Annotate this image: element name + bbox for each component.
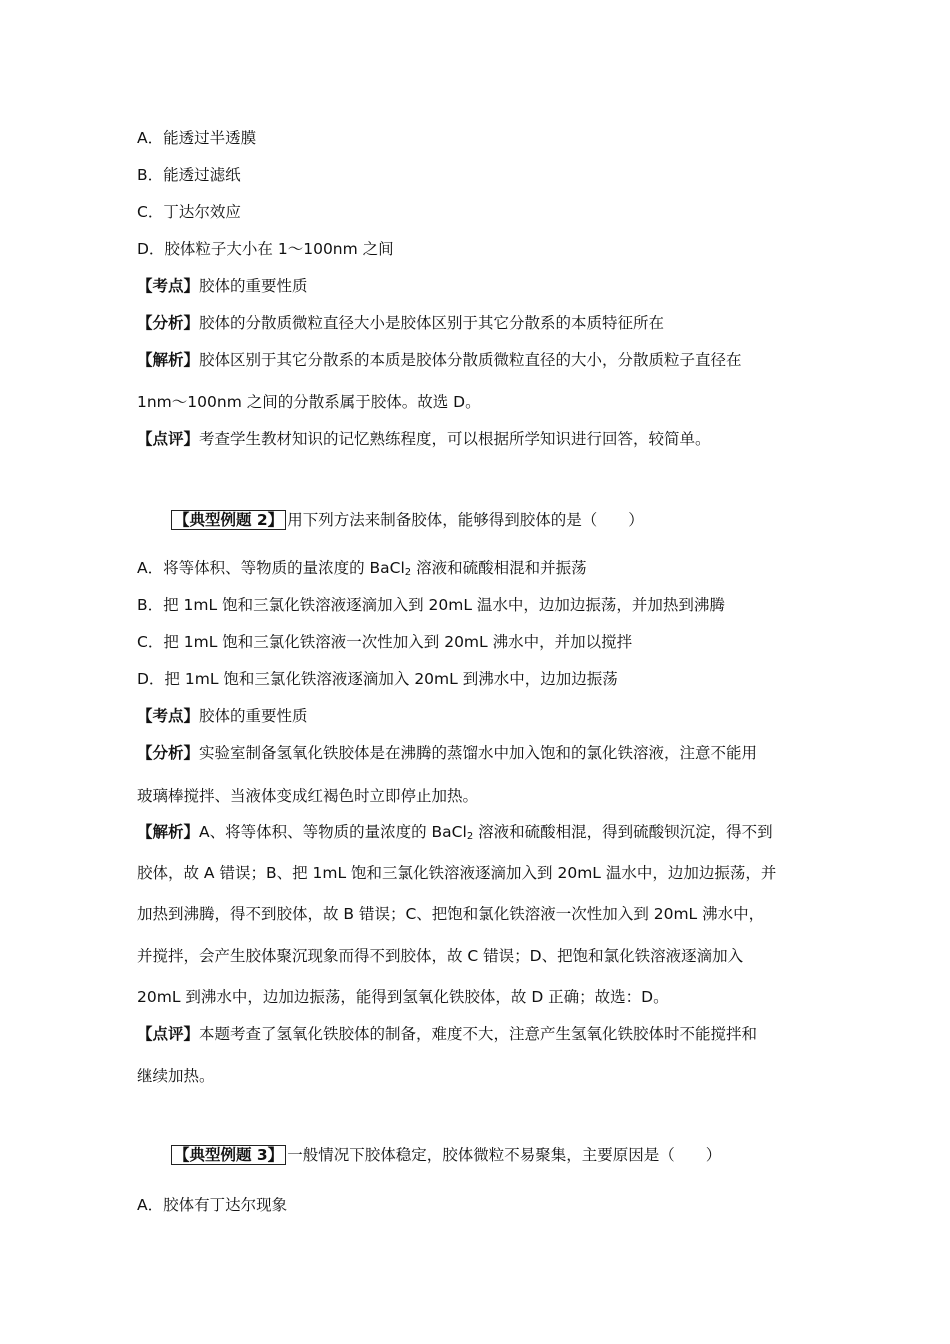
q1-option-a: A．能透过半透膜 bbox=[137, 129, 257, 147]
kaodian-text: 胶体的重要性质 bbox=[199, 277, 308, 295]
jiexi-text-1: A、将等体积、等物质的量浓度的 BaCl bbox=[199, 823, 467, 841]
q2-option-d: D．把 1mL 饱和三氯化铁溶液逐滴加入 20mL 到沸水中，边加边振荡 bbox=[137, 670, 618, 688]
q2-question: 用下列方法来制备胶体，能够得到胶体的是（ ） bbox=[287, 511, 644, 529]
fenxi-text-1: 实验室制备氢氧化铁胶体是在沸腾的蒸馏水中加入饱和的氯化铁溶液，注意不能用 bbox=[199, 744, 758, 762]
q1-kaodian bbox=[137, 276, 308, 296]
q2-jiexi bbox=[137, 822, 773, 847]
kaodian-text: 胶体的重要性质 bbox=[199, 707, 308, 725]
example-label-2: 【典型例题 2】 bbox=[171, 510, 286, 530]
fenxi-tag: 【分析】 bbox=[137, 314, 200, 332]
q2-fenxi bbox=[137, 743, 757, 763]
q3-option-a: A．胶体有丁达尔现象 bbox=[137, 1196, 288, 1214]
q2-option-a-text: A．将等体积、等物质的量浓度的 BaCl bbox=[137, 559, 405, 577]
q2-jiexi-line-5: 20mL 到沸水中，边加边振荡，能得到氢氧化铁胶体，故 D 正确；故选：D。 bbox=[137, 988, 669, 1006]
q2-jiexi-line-3: 加热到沸腾，得不到胶体，故 B 错误；C、把饱和氯化铁溶液一次性加入到 20mL 沸水中， bbox=[137, 905, 765, 923]
q2-dianping bbox=[137, 1024, 757, 1044]
dianping-text-1: 本题考查了氢氧化铁胶体的制备，难度不大，注意产生氢氧化铁胶体时不能搅拌和 bbox=[199, 1025, 758, 1043]
q2-kaodian bbox=[137, 706, 308, 726]
q2-option-c: C．把 1mL 饱和三氯化铁溶液一次性加入到 20mL 沸水中，并加以搅拌 bbox=[137, 633, 633, 651]
q1-jiexi-line-2: 1nm～100nm 之间的分散系属于胶体。故选 D。 bbox=[137, 393, 481, 411]
q1-option-d: D．胶体粒子大小在 1～100nm 之间 bbox=[137, 240, 394, 258]
fenxi-tag: 【分析】 bbox=[137, 744, 200, 762]
dianping-text: 考查学生教材知识的记忆熟练程度，可以根据所学知识进行回答，较简单。 bbox=[199, 430, 711, 448]
dianping-tag: 【点评】 bbox=[137, 430, 200, 448]
q2-fenxi-line-2: 玻璃棒搅拌、当液体变成红褐色时立即停止加热。 bbox=[137, 787, 479, 805]
q1-option-b: B．能透过滤纸 bbox=[137, 166, 241, 184]
q1-fenxi bbox=[137, 313, 664, 333]
q2-option-b: B．把 1mL 饱和三氯化铁溶液逐滴加入到 20mL 温水中，边加边振荡，并加热到沸腾 bbox=[137, 596, 725, 614]
kaodian-tag: 【考点】 bbox=[137, 707, 200, 725]
q2-jiexi-line-2: 胶体，故 A 错误；B、把 1mL 饱和三氯化铁溶液逐滴加入到 20mL 温水中，边加边振荡，并 bbox=[137, 864, 777, 882]
jiexi-tag: 【解析】 bbox=[137, 351, 200, 369]
dianping-tag: 【点评】 bbox=[137, 1025, 200, 1043]
q2-jiexi-line-4: 并搅拌，会产生胶体聚沉现象而得不到胶体，故 C 错误；D、把饱和氯化铁溶液逐滴加入 bbox=[137, 947, 744, 965]
q2-option-a bbox=[137, 558, 587, 583]
q1-jiexi bbox=[137, 350, 742, 370]
q1-dianping bbox=[137, 429, 711, 449]
fenxi-text: 胶体的分散质微粒直径大小是胶体区别于其它分散系的本质特征所在 bbox=[199, 314, 665, 332]
jiexi-tag: 【解析】 bbox=[137, 823, 200, 841]
jiexi-text-1-end: 溶液和硫酸相混，得到硫酸钡沉淀，得不到 bbox=[473, 823, 773, 841]
kaodian-tag: 【考点】 bbox=[137, 277, 200, 295]
q2-option-a-text-end: 溶液和硫酸相混和并振荡 bbox=[411, 559, 587, 577]
jiexi-text-1: 胶体区别于其它分散系的本质是胶体分散质微粒直径的大小，分散质粒子直径在 bbox=[199, 351, 742, 369]
subscript: 2 bbox=[466, 831, 474, 842]
example-label-3: 【典型例题 3】 bbox=[171, 1145, 286, 1165]
q3-header bbox=[171, 1145, 721, 1165]
q3-question: 一般情况下胶体稳定，胶体微粒不易聚集，主要原因是（ ） bbox=[287, 1146, 722, 1164]
q2-header bbox=[171, 510, 644, 530]
q1-option-c: C．丁达尔效应 bbox=[137, 203, 241, 221]
q2-dianping-line-2: 继续加热。 bbox=[137, 1067, 215, 1085]
subscript: 2 bbox=[404, 567, 412, 578]
